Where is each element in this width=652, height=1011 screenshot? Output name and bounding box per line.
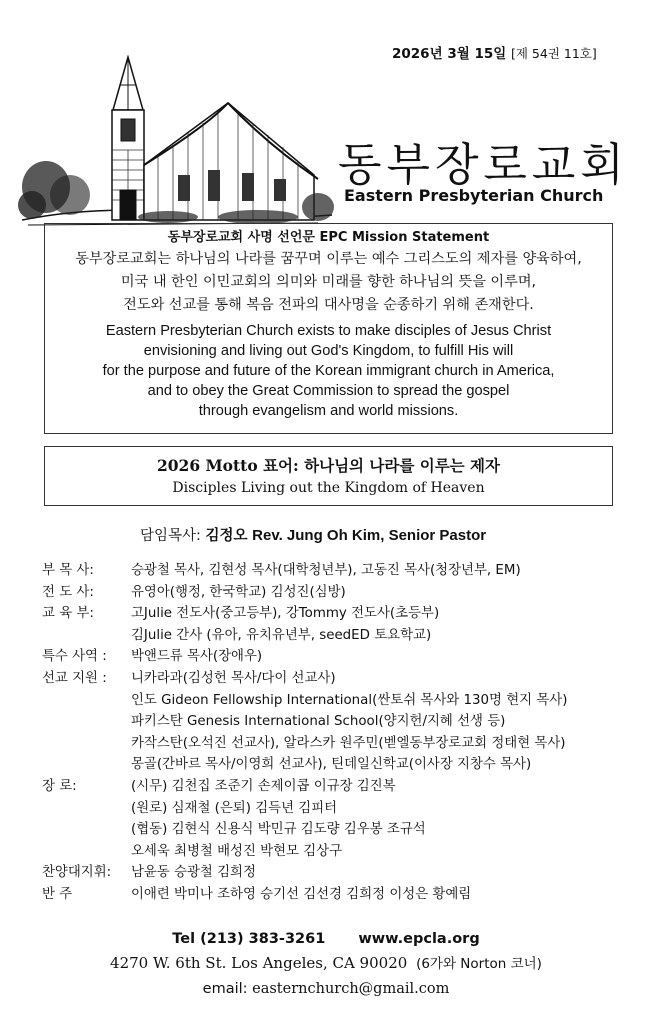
- motto-box: [44, 446, 613, 506]
- mission-en-line: through evangelism and world missions.: [198, 403, 459, 419]
- mission-ko-line: 동부장로교회는 하나님의 나라를 꿈꾸며 이루는 예수 그리스도의 제자를 양육하여,: [75, 251, 582, 267]
- staff-value: (시무) 김천집 조준기 손제이콥 이규장 김진복: [131, 778, 396, 794]
- staff-value: (협동) 김현식 신용식 박민규 김도량 김우봉 조규석: [131, 822, 426, 838]
- mission-en-line: for the purpose and future of the Korean immigrant church in America,: [102, 363, 555, 379]
- website-link[interactable]: www.epcla.org: [358, 931, 480, 947]
- staff-value: 파키스탄 Genesis International School(양지헌/지혜 선생 등): [131, 714, 506, 730]
- staff-value: 고Julie 전도사(중고등부), 강Tommy 전도사(초등부): [131, 606, 440, 622]
- staff-row: [42, 646, 642, 668]
- staff-row: [42, 776, 642, 798]
- staff-row: [42, 582, 642, 604]
- tel-web-line: [0, 928, 652, 950]
- mission-en-block: [45, 321, 612, 421]
- staff-row: [42, 798, 642, 820]
- staff-label: 전 도 사:: [42, 584, 94, 600]
- street-address: 4270 W. 6th St. Los Angeles, CA 90020: [110, 954, 408, 972]
- staff-label: 교 육 부:: [42, 606, 94, 622]
- staff-row: [42, 668, 642, 690]
- staff-row: [42, 754, 642, 776]
- staff-value: 승광철 목사, 김현성 목사(대학청년부), 고동진 목사(청장년부, EM): [131, 563, 521, 578]
- email-address[interactable]: easternchurch@gmail.com: [252, 981, 450, 997]
- staff-row: [42, 560, 642, 582]
- staff-label: [42, 798, 131, 820]
- mission-en-line: Eastern Presbyterian Church exists to make disciples of Jesus Christ: [105, 323, 552, 339]
- staff-row: [42, 690, 642, 712]
- staff-value: 카작스탄(오석진 선교사), 알라스카 원주민(벧엘동부장로교회 정태현 목사): [131, 735, 566, 751]
- staff-value: 유영아(행정, 한국학교) 김성진(심방): [131, 584, 346, 600]
- bulletin-date: [392, 42, 597, 62]
- mission-ko-line: 전도와 선교를 통해 복음 전파의 대사명을 순종하기 위해 존재한다.: [123, 297, 534, 313]
- contact-info: [0, 928, 652, 1001]
- staff-value: 김Julie 간사 (유아, 유치유년부, seedED 토요학교): [131, 627, 432, 643]
- staff-value: 니카라과(김성헌 목사/다이 선교사): [131, 670, 336, 686]
- address-note: (6가와 Norton 코너): [416, 956, 542, 972]
- senior-pastor: [140, 524, 486, 545]
- staff-row: [42, 862, 642, 884]
- staff-value: 인도 Gideon Fellowship International(싼토쉬 목사와 130명 현지 목사): [131, 692, 568, 708]
- pastor-label: 담임목사:: [140, 528, 201, 544]
- staff-value: 이애련 박미나 조하영 승기선 김선경 김희정 이성은 황예림: [131, 886, 472, 902]
- staff-value: 몽골(간바르 목사/이영희 선교사), 틴데일신학교(이사장 지창수 목사): [131, 757, 532, 773]
- staff-row: [42, 733, 642, 755]
- staff-label: [42, 625, 131, 647]
- staff-label: [42, 754, 131, 776]
- phone-number: Tel (213) 383-3261: [172, 931, 326, 947]
- staff-row: [42, 884, 642, 906]
- staff-value: (원로) 심재철 (은퇴) 김득년 김피터: [131, 800, 338, 816]
- staff-list: [42, 560, 642, 906]
- motto-subtitle: Disciples Living out the Kingdom of Heaven: [172, 480, 485, 496]
- staff-row: [42, 841, 642, 863]
- staff-row: [42, 711, 642, 733]
- staff-label: 부 목 사:: [42, 563, 94, 578]
- mission-statement: [44, 223, 613, 434]
- staff-value: 남윤동 승광철 김희정: [131, 865, 256, 881]
- church-name-korean: 동부장로교회: [338, 138, 629, 191]
- staff-label: 장 로:: [42, 778, 77, 794]
- church-illustration: [18, 55, 334, 227]
- staff-label: 선교 지원 :: [42, 670, 107, 686]
- mission-title: 동부장로교회 사명 선언문 EPC Mission Statement: [167, 230, 490, 245]
- email-line: [0, 977, 652, 1001]
- address-line: [0, 950, 652, 977]
- motto-title: 2026 Motto 표어: 하나님의 나라를 이루는 제자: [156, 456, 500, 475]
- mission-ko-line: 미국 내 한인 이민교회의 의미와 미래를 향한 하나님의 뜻을 이루며,: [120, 274, 537, 290]
- volume-text: [제 54권 11호]: [510, 46, 597, 61]
- mission-en-line: envisioning and living out God's Kingdom, to fulfill His will: [143, 343, 514, 359]
- staff-label: 특수 사역 :: [42, 649, 107, 665]
- mission-en-line: and to obey the Great Commission to spread the gospel: [147, 383, 510, 399]
- staff-label: [42, 841, 131, 863]
- staff-value: 박앤드류 목사(장애우): [131, 649, 263, 665]
- staff-value: 오세욱 최병철 배성진 박현모 김상구: [131, 843, 343, 859]
- staff-label: [42, 733, 131, 755]
- staff-label: 찬양대지휘:: [42, 865, 112, 881]
- staff-row: [42, 819, 642, 841]
- staff-label: [42, 711, 131, 733]
- email-label: email:: [202, 981, 248, 997]
- church-name-english: Eastern Presbyterian Church: [344, 186, 604, 205]
- pastor-name-en: Rev. Jung Oh Kim, Senior Pastor: [252, 527, 487, 544]
- staff-label: [42, 690, 131, 712]
- date-text: 2026년 3월 15일: [392, 46, 507, 62]
- staff-label: 반 주: [42, 886, 73, 902]
- staff-label: [42, 819, 131, 841]
- staff-row: [42, 625, 642, 647]
- staff-row: [42, 603, 642, 625]
- pastor-name-ko: 김정오: [205, 528, 248, 544]
